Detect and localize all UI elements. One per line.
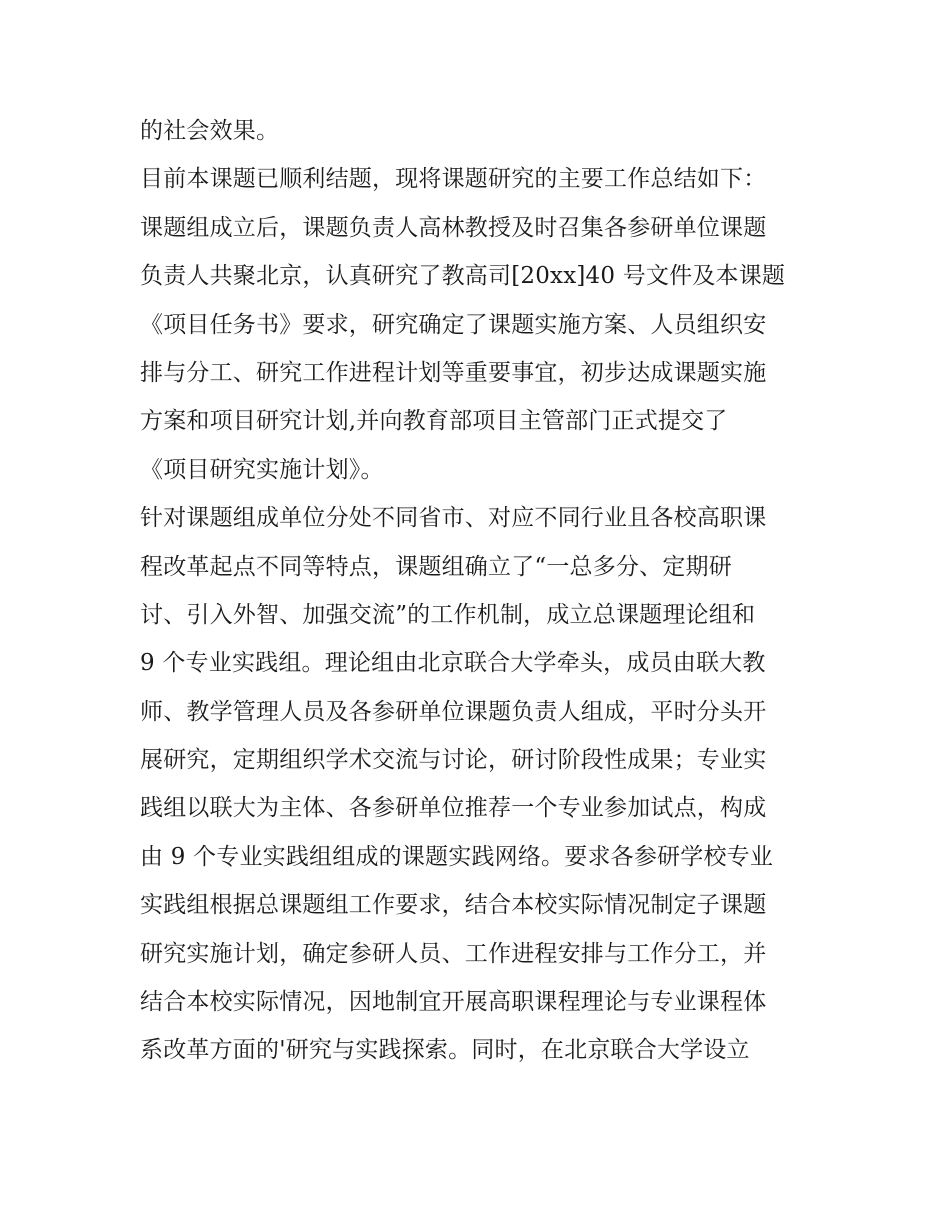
text-line: 的社会效果。 — [140, 118, 280, 144]
text-line: 排与分工、研究工作进程计划等重要事宜，初步达成课题实施 — [140, 359, 767, 386]
text-line: 系改革方面的'研究与实践探索。同时，在北京联合大学设立 — [140, 1037, 750, 1064]
text-line: 目前本课题已顺利结题，现将课题研究的主要工作总结如下： — [140, 166, 767, 193]
text-line: 实践组根据总课题组工作要求，结合本校实际情况制定子课题 — [140, 892, 767, 919]
text-line: 展研究，定期组织学术交流与讨论，研讨阶段性成果；专业实 — [140, 747, 767, 774]
text-line: 方案和项目研究计划,并向教育部项目主管部门正式提交了 — [140, 408, 728, 435]
text-line: 9 个专业实践组。理论组由北京联合大学牵头，成员由联大教 — [140, 650, 766, 677]
text-line: 践组以联大为主体、各参研单位推荐一个专业参加试点，构成 — [140, 795, 767, 822]
text-line: 讨、引入外智、加强交流”的工作机制，成立总课题理论组和 — [140, 601, 756, 628]
text-line: 研究实施计划，确定参研人员、工作进程安排与工作分工，并 — [140, 940, 767, 967]
text-line: 针对课题组成单位分处不同省市、对应不同行业且各校高职课 — [140, 505, 767, 532]
text-line: 负责人共聚北京，认真研究了教高司[20xx]40 号文件及本课题 — [140, 263, 786, 290]
text-line: 结合本校实际情况，因地制宜开展高职课程理论与专业课程体 — [140, 989, 767, 1016]
text-line: 由 9 个专业实践组组成的课题实践网络。要求各参研学校专业 — [140, 843, 774, 870]
text-line: 程改革起点不同等特点，课题组确立了“一总多分、定期研 — [140, 553, 732, 580]
text-line: 《项目任务书》要求，研究确定了课题实施方案、人员组织安 — [140, 311, 767, 338]
text-line: 师、教学管理人员及各参研单位课题负责人组成，平时分头开 — [140, 698, 767, 725]
text-line: 《项目研究实施计划》。 — [140, 456, 384, 483]
body-text — [140, 107, 820, 1075]
text-line: 课题组成立后，课题负责人高林教授及时召集各参研单位课题 — [140, 214, 767, 241]
